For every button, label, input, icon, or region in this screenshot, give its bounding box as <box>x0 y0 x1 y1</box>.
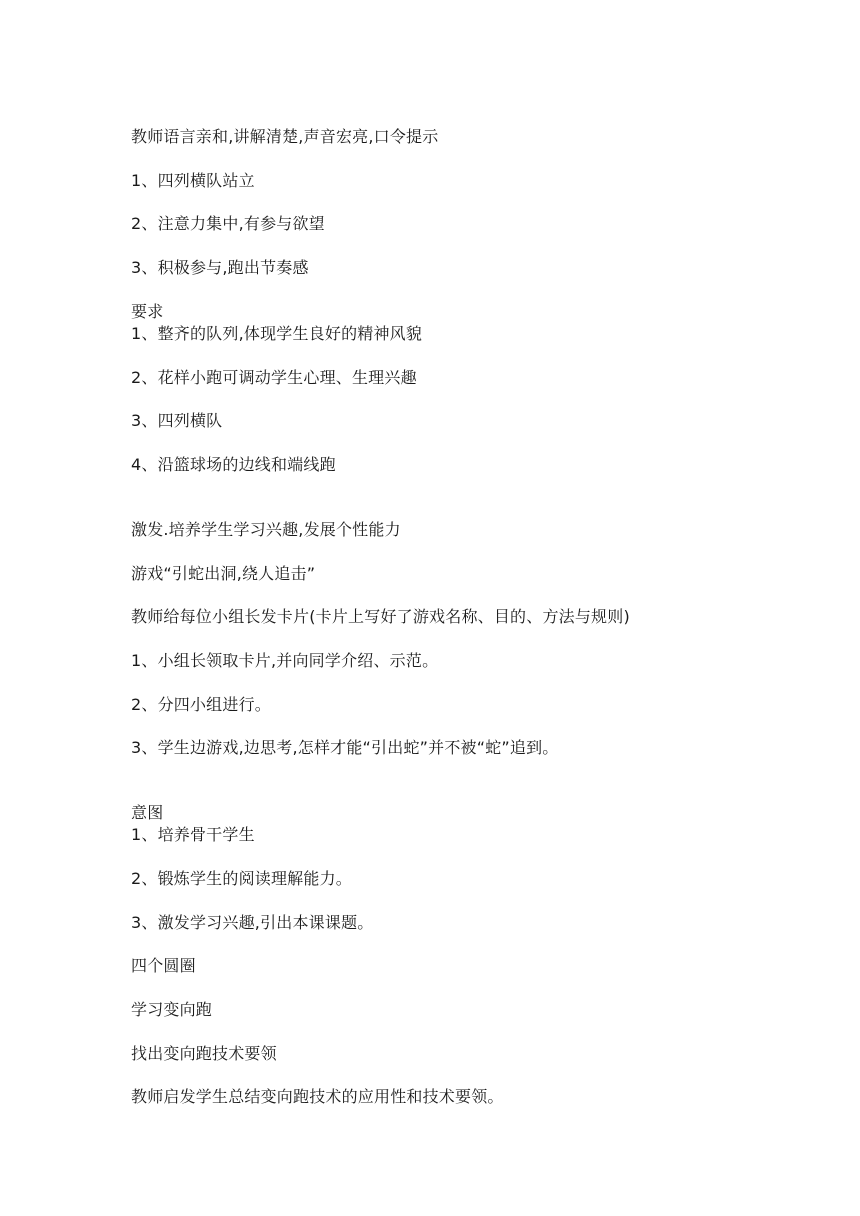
text-line: 3、积极参与,跑出节奏感 <box>131 258 309 277</box>
text-line: 1、小组长领取卡片,并向同学介绍、示范。 <box>131 651 439 670</box>
section-heading: 意图 <box>131 803 164 822</box>
text-line: 3、学生边游戏,边思考,怎样才能“引出蛇”并不被“蛇”追到。 <box>131 738 559 757</box>
text-line: 2、分四小组进行。 <box>131 695 271 714</box>
text-line: 教师启发学生总结变向跑技术的应用性和技术要领。 <box>131 1087 504 1106</box>
text-line: 找出变向跑技术要领 <box>131 1044 277 1063</box>
text-line: 4、沿篮球场的边线和端线跑 <box>131 455 336 474</box>
text-line: 学习变向跑 <box>131 1000 213 1019</box>
text-line: 四个圆圈 <box>131 956 196 975</box>
text-line: 2、锻炼学生的阅读理解能力。 <box>131 869 352 888</box>
text-line: 1、四列横队站立 <box>131 171 255 190</box>
text-line: 1、整齐的队列,体现学生良好的精神风貌 <box>131 324 423 343</box>
section-heading: 要求 <box>131 302 164 321</box>
text-line: 1、培养骨干学生 <box>131 825 255 844</box>
text-line: 3、四列横队 <box>131 411 223 430</box>
text-line: 游戏“引蛇出洞,绕人追击” <box>131 564 316 583</box>
text-line: 激发.培养学生学习兴趣,发展个性能力 <box>131 520 401 539</box>
text-line: 教师语言亲和,讲解清楚,声音宏亮,口令提示 <box>131 127 439 146</box>
text-line: 教师给每位小组长发卡片(卡片上写好了游戏名称、目的、方法与规则) <box>131 607 630 626</box>
text-line: 2、注意力集中,有参与欲望 <box>131 214 325 233</box>
text-line: 3、激发学习兴趣,引出本课课题。 <box>131 913 374 932</box>
text-line: 2、花样小跑可调动学生心理、生理兴趣 <box>131 368 417 387</box>
